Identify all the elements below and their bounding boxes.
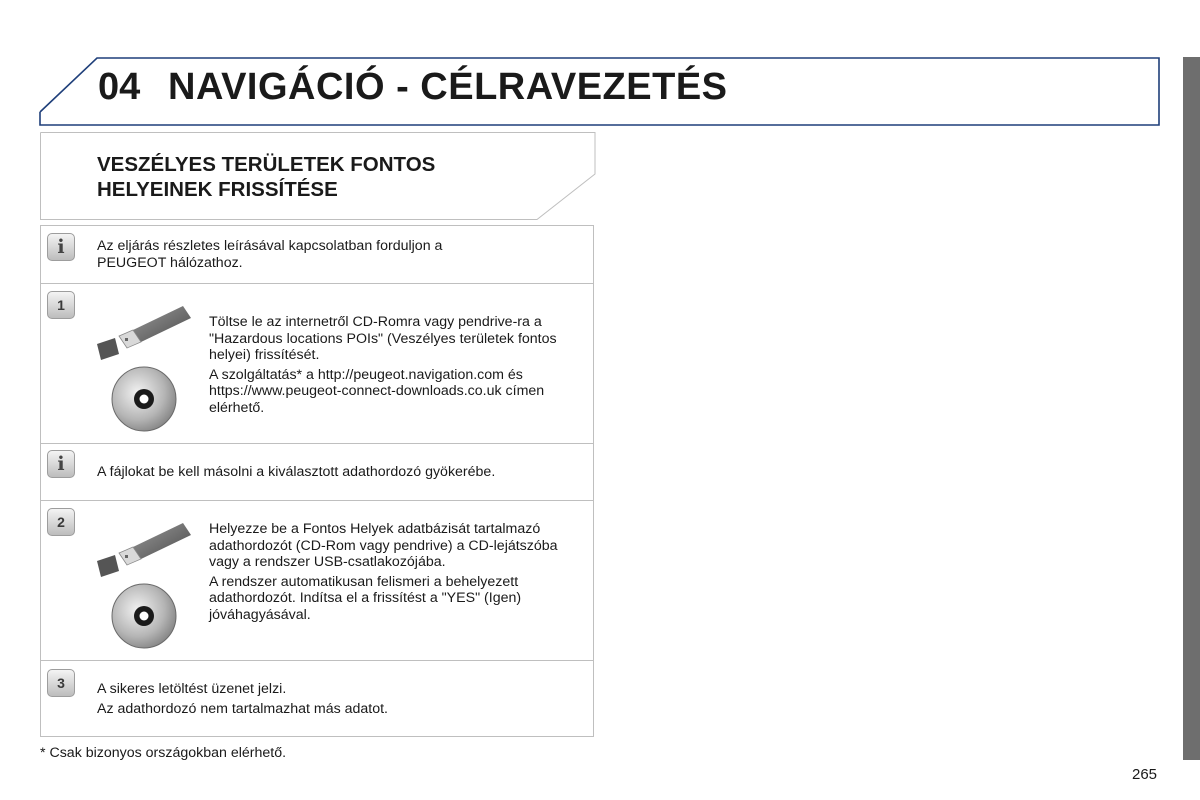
info-2-text: A fájlokat be kell másolni a kiválasztott adathordozó gyökerébe. [97,464,496,480]
step-3-text [97,681,577,720]
step-1-text [209,314,581,419]
step-1-paragraph-2: A szolgáltatás* a http://peugeot.navigation.com és https://www.peugeot-connect-downloads.co.uk címen elérhető. [209,366,545,416]
usb-stick-icon [95,519,195,579]
table-row-info-2 [41,444,593,501]
step-2-paragraph-1: Helyezze be a Fontos Helyek adatbázisát tartalmazó adathordozót (CD-Rom vagy pendrive) a CD-lejátszóba vagy a rendszer USB-csatlakozójába. [209,521,558,570]
chapter-title: NAVIGÁCIÓ - CÉLRAVEZETÉS [168,66,728,108]
step-2-badge: 2 [47,508,75,536]
step-3-paragraph-1: A sikeres letöltést üzenet jelzi. [97,681,287,697]
step-2-text [209,521,581,626]
step-2-paragraph-2: A rendszer automatikusan felismeri a behelyezett adathordozót. Indítsa el a frissítést a "YES" (Igen) jóváhagyásával. [209,573,522,623]
section-title [97,152,557,202]
step-3-paragraph-2: Az adathordozó nem tartalmazhat más adatot. [97,700,389,717]
step-1-paragraph-1: Töltse le az internetről CD-Romra vagy pendrive-ra a "Hazardous locations POIs" (Veszélyes területek fontos helyei) frissítését. [209,314,557,363]
section-title-line-2: HELYEINEK FRISSÍTÉSE [97,178,338,201]
table-row-info-1 [41,226,593,284]
footnote: * Csak bizonyos országokban elérhető. [40,745,287,761]
info-icon: i [47,450,75,478]
section-title-line-1: VESZÉLYES TERÜLETEK FONTOS [97,153,436,176]
table-row-step-1 [41,284,593,444]
table-row-step-2 [41,501,593,661]
info-1-text: Az eljárás részletes leírásával kapcsolatban forduljon a PEUGEOT hálózathoz. [97,238,443,271]
table-row-step-3 [41,661,593,736]
chapter-side-tab [1183,57,1200,760]
instruction-table [40,225,594,737]
info-icon: i [47,233,75,261]
chapter-number: 04 [98,66,141,108]
cd-rom-icon [109,581,179,651]
page-number: 265 [1132,766,1158,783]
cd-rom-icon [109,364,179,434]
step-3-badge: 3 [47,669,75,697]
usb-stick-icon [95,302,195,362]
step-1-badge: 1 [47,291,75,319]
